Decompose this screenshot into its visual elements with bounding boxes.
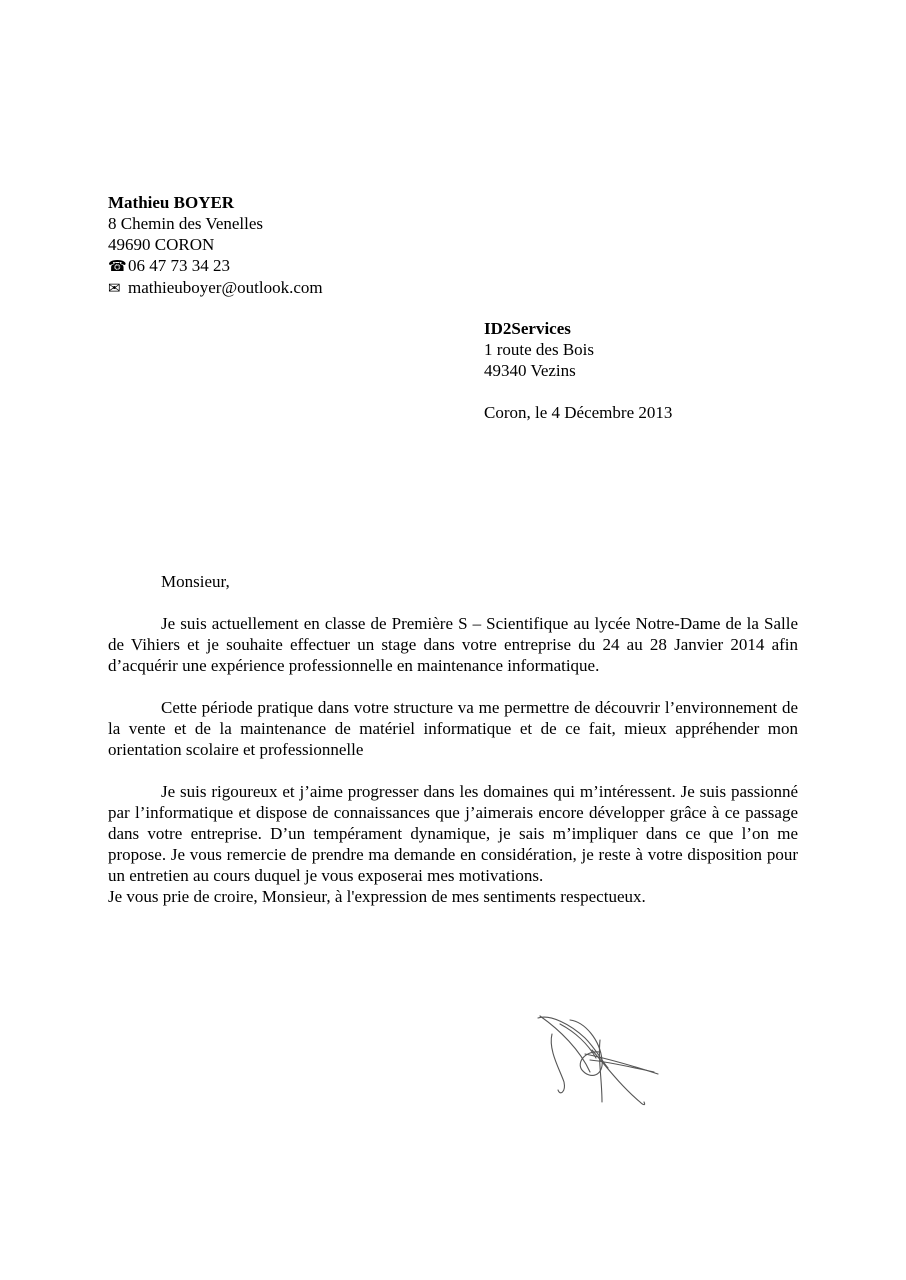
recipient-city: 49340 Vezins <box>484 361 576 380</box>
sender-phone: 06 47 73 34 23 <box>128 256 230 275</box>
recipient-street: 1 route des Bois <box>484 340 595 359</box>
sender-street: 8 Chemin des Venelles <box>108 214 264 233</box>
envelope-icon: ✉ <box>108 279 121 297</box>
sender-name: Mathieu BOYER <box>108 193 235 212</box>
recipient-block <box>484 318 864 381</box>
sender-phone-line <box>108 255 508 277</box>
letter-date: Coron, le 4 Décembre 2013 <box>484 403 673 422</box>
paragraph-3: Je suis rigoureux et j’aime progresser dans les domaines qui m’intéressent. Je suis passionné par l’informatique et dispose de connaissances que j’aimerais encore développer grâce à ce passage dans votre entreprise. D’un tempérament dynamique, je sais m’impliquer dans ce que l’on me propose. Je vous remercie de prendre ma demande en considération, je reste à votre disposition pour un entretien au cours duquel je vous exposerai mes motivations. <box>108 782 798 885</box>
closing-line: Je vous prie de croire, Monsieur, à l'expression de mes sentiments respectueux. <box>108 887 646 906</box>
sender-email-line <box>108 277 508 299</box>
letter-body <box>108 613 798 907</box>
sender-email: mathieuboyer@outlook.com <box>128 278 323 297</box>
sender-block <box>108 192 508 299</box>
paragraph-1: Je suis actuellement en classe de Première S – Scientifique au lycée Notre-Dame de la Salle de Vihiers et je souhaite effectuer un stage dans votre entreprise du 24 au 28 Janvier 2014 afin d’acquérir une expérience professionnelle en maintenance informatique. <box>108 614 798 675</box>
sender-city: 49690 CORON <box>108 235 215 254</box>
recipient-company: ID2Services <box>484 319 571 338</box>
salutation: Monsieur, <box>161 572 230 591</box>
telephone-icon: ☎ <box>108 257 127 275</box>
signature-image <box>530 1010 670 1110</box>
paragraph-2: Cette période pratique dans votre structure va me permettre de découvrir l’environnement de la vente et de la maintenance de matériel informatique et de ce fait, mieux appréhender mon orientation scolaire et professionnelle <box>108 698 798 759</box>
